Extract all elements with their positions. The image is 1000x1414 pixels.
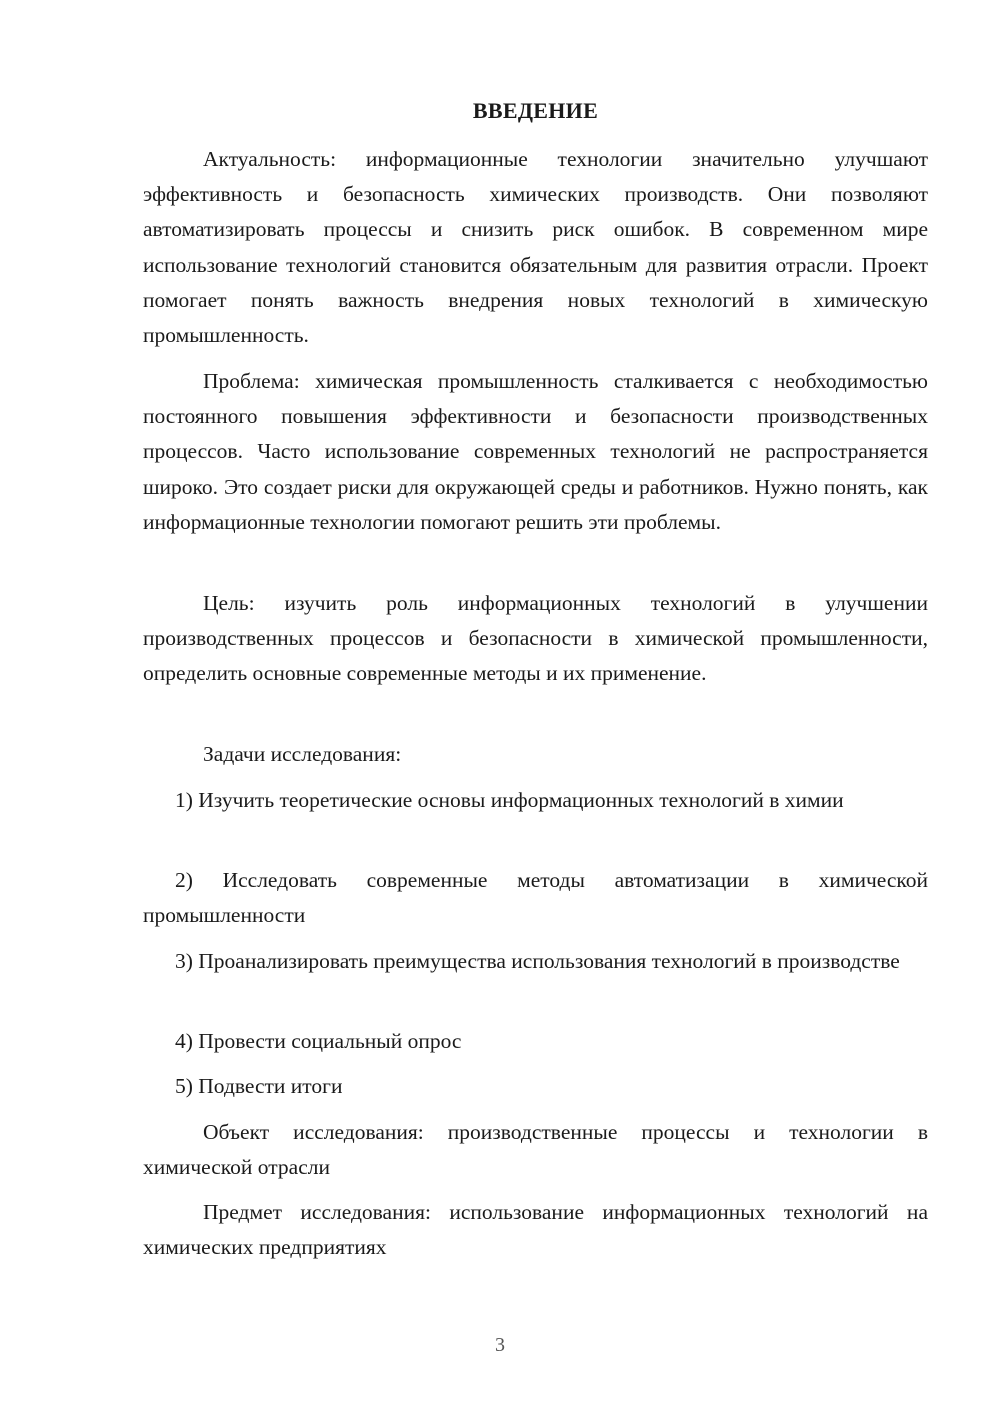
task-item-4: 4) Провести социальный опрос [175, 1029, 462, 1053]
subject-paragraph: Предмет исследования: использование информационных технологий на химических предприятиях [143, 1200, 928, 1260]
object-paragraph: Объект исследования: производственные процессы и технологии в химической отрасли [143, 1120, 928, 1180]
relevance-paragraph: Актуальность: информационные технологии значительно улучшают эффективность и безопасность химических производств. Они позволяют автоматизировать процессы и снизить риск ошибок. В современном мире использование технологий становится обязательным для развития отрасли. Проект помогает понять важность внедрения новых технологий в химическую промышленность. [143, 147, 928, 348]
task-item-1: 1) Изучить теоретические основы информационных технологий в химии [175, 788, 844, 812]
page-number: 3 [495, 1334, 505, 1356]
problem-paragraph: Проблема: химическая промышленность сталкивается с необходимостью постоянного повышения эффективности и безопасности производственных процессов. Часто использование современных технологий не распространяется широко. Это создает риски для окружающей среды и работников. Нужно понять, как информационные технологии помогают решить эти проблемы. [143, 369, 928, 534]
section-heading: ВВЕДЕНИЕ [472, 98, 599, 123]
task-item-5: 5) Подвести итоги [175, 1074, 343, 1098]
task-item-3: 3) Проанализировать преимущества использования технологий в производстве [175, 949, 900, 973]
tasks-title: Задачи исследования: [203, 742, 402, 766]
task-item-2: 2) Исследовать современные методы автоматизации в химической промышленности [143, 868, 928, 928]
goal-paragraph: Цель: изучить роль информационных технологий в улучшении производственных процессов и безопасности в химической промышленности, определить основные современные методы и их применение. [143, 591, 928, 686]
